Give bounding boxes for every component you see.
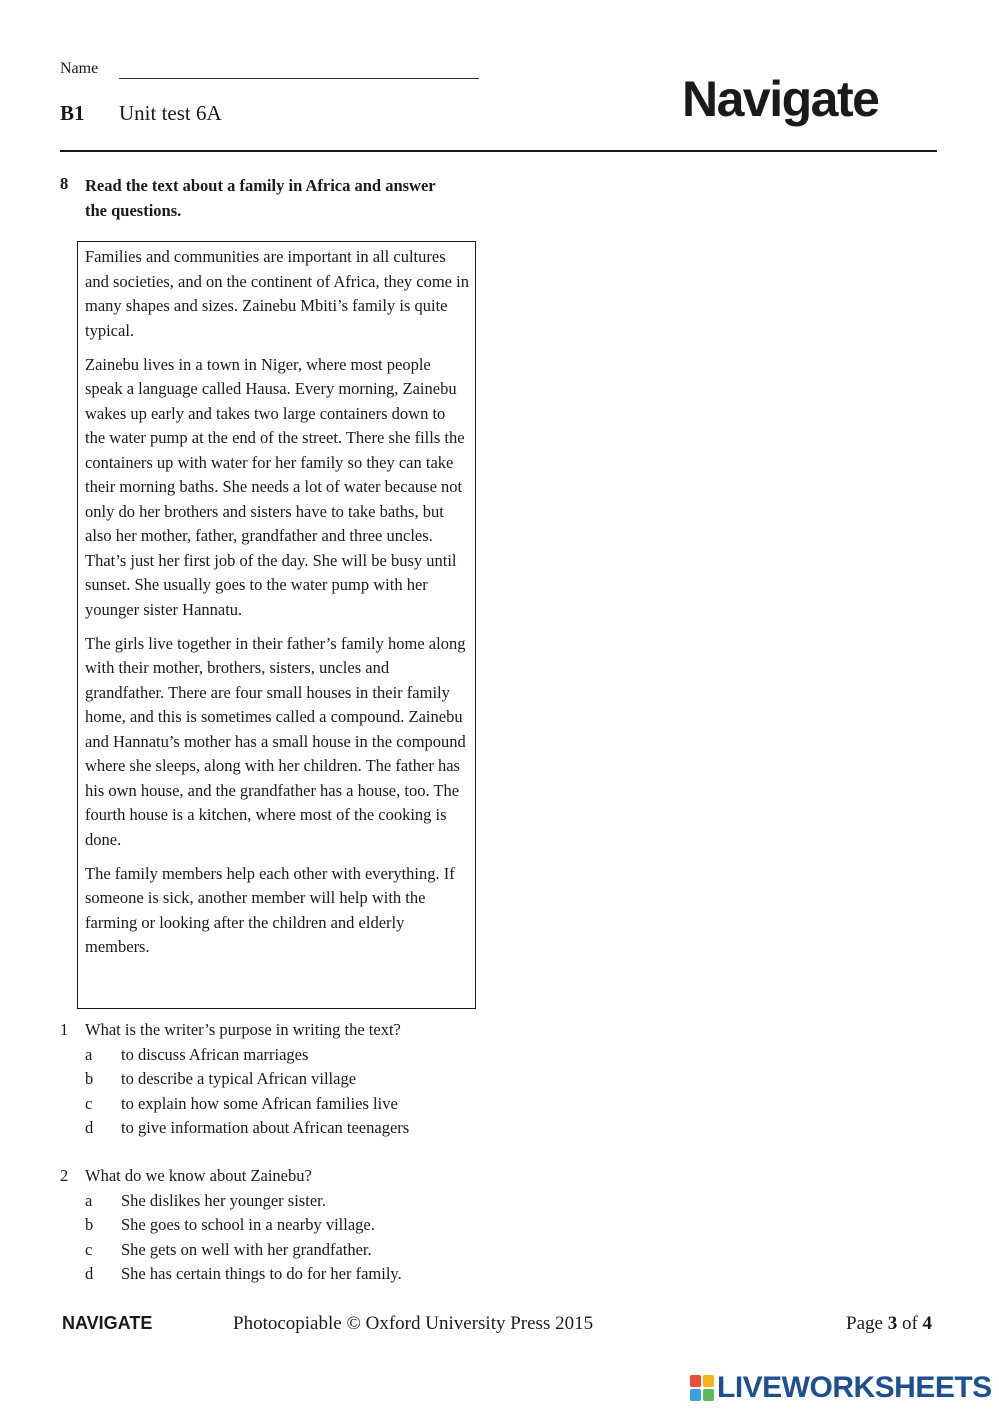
icon-square-red	[690, 1375, 701, 1387]
page-of: of	[901, 1313, 918, 1334]
option-1b[interactable]	[60, 1067, 480, 1092]
page-prefix: Page	[846, 1313, 883, 1334]
icon-square-yellow	[703, 1375, 714, 1387]
name-label: Name	[60, 60, 99, 77]
question-1	[60, 1018, 480, 1141]
name-row	[60, 60, 98, 78]
footer-copyright: Photocopiable © Oxford University Press 2015	[233, 1313, 594, 1334]
option-text: to discuss African marriages	[121, 1044, 309, 1064]
exercise-instruction: Read the text about a family in Africa and answer the questions.	[85, 176, 436, 220]
icon-square-green	[703, 1389, 714, 1401]
footer-brand: NAVIGATE	[62, 1313, 153, 1333]
liveworksheets-watermark[interactable]	[690, 1371, 992, 1405]
option-2d[interactable]	[60, 1262, 480, 1287]
paragraph-3: The girls live together in their father’s family home along with their mother, brothers, sisters, uncles and grandfather. There are four small houses in their family home, and this is sometimes called a compound. Zainebu and Hannatu’s mother has a small house in the compound where she sleeps, along with her children. The father has his own house, and the grandfather has a house, too. The fourth house is a kitchen, where most of the cooking is done.	[85, 633, 466, 849]
question-2	[60, 1164, 480, 1287]
option-1d[interactable]	[60, 1116, 480, 1141]
option-text: to give information about African teenagers	[121, 1118, 410, 1137]
question-stem	[60, 1164, 480, 1189]
page-total: 4	[922, 1313, 933, 1334]
option-text: to describe a typical African village	[121, 1069, 357, 1088]
level-label: B1	[60, 101, 85, 125]
page-current: 3	[887, 1313, 898, 1334]
option-1c[interactable]	[60, 1092, 480, 1117]
reading-text-box	[77, 241, 476, 1009]
paragraph-1: Families and communities are important in all cultures and societies, and on the continent of Africa, they come in many shapes and sizes. Zainebu Mbiti’s family is quite typical.	[85, 247, 469, 340]
header-divider	[60, 150, 937, 152]
option-letter: a	[85, 1044, 93, 1064]
option-letter: d	[85, 1264, 94, 1283]
option-letter: b	[85, 1069, 94, 1088]
liveworksheets-text: LIVEWORKSHEETS	[717, 1371, 992, 1404]
paragraph-4: The family members help each other with everything. If someone is sick, another member will help with the farming or looking after the children and elderly members.	[85, 863, 455, 956]
option-1a[interactable]	[60, 1043, 480, 1068]
option-text: to explain how some African families live	[121, 1093, 398, 1113]
question-text: What do we know about Zainebu?	[85, 1166, 312, 1185]
navigate-logo: Navigate	[682, 71, 879, 127]
option-text: She dislikes her younger sister.	[121, 1190, 326, 1210]
option-letter: d	[85, 1118, 94, 1137]
liveworksheets-logo-icon	[690, 1375, 714, 1401]
question-text: What is the writer’s purpose in writing the text?	[85, 1020, 401, 1039]
question-stem	[60, 1018, 480, 1043]
footer-page-number	[846, 1313, 932, 1335]
option-text: She gets on well with her grandfather.	[121, 1239, 372, 1259]
paragraph-2: Zainebu lives in a town in Niger, where most people speak a language called Hausa. Every morning, Zainebu wakes up early and takes two large containers down to the water pump at the end of the street. There she fills the containers up with water for her family so they can take their morning baths. She needs a lot of water because not only do her brothers and sisters have to take baths, but also her mother, father, grandfather and three uncles. That’s just her first job of the day. She will be busy until sunset. She usually goes to the water pump with her younger sister Hannatu.	[85, 354, 465, 619]
option-text: She has certain things to do for her family.	[121, 1264, 402, 1283]
option-2a[interactable]	[60, 1189, 480, 1214]
option-letter: a	[85, 1190, 93, 1210]
icon-square-blue	[690, 1389, 701, 1401]
question-number: 1	[60, 1020, 69, 1039]
name-input-line[interactable]	[119, 78, 479, 79]
option-letter: b	[85, 1215, 94, 1234]
option-letter: c	[85, 1093, 93, 1113]
option-letter: c	[85, 1239, 93, 1259]
option-2c[interactable]	[60, 1238, 480, 1263]
unit-title: Unit test 6A	[119, 101, 222, 125]
option-2b[interactable]	[60, 1213, 480, 1238]
exercise-number: 8	[60, 174, 69, 193]
question-number: 2	[60, 1166, 69, 1185]
option-text: She goes to school in a nearby village.	[121, 1215, 375, 1234]
